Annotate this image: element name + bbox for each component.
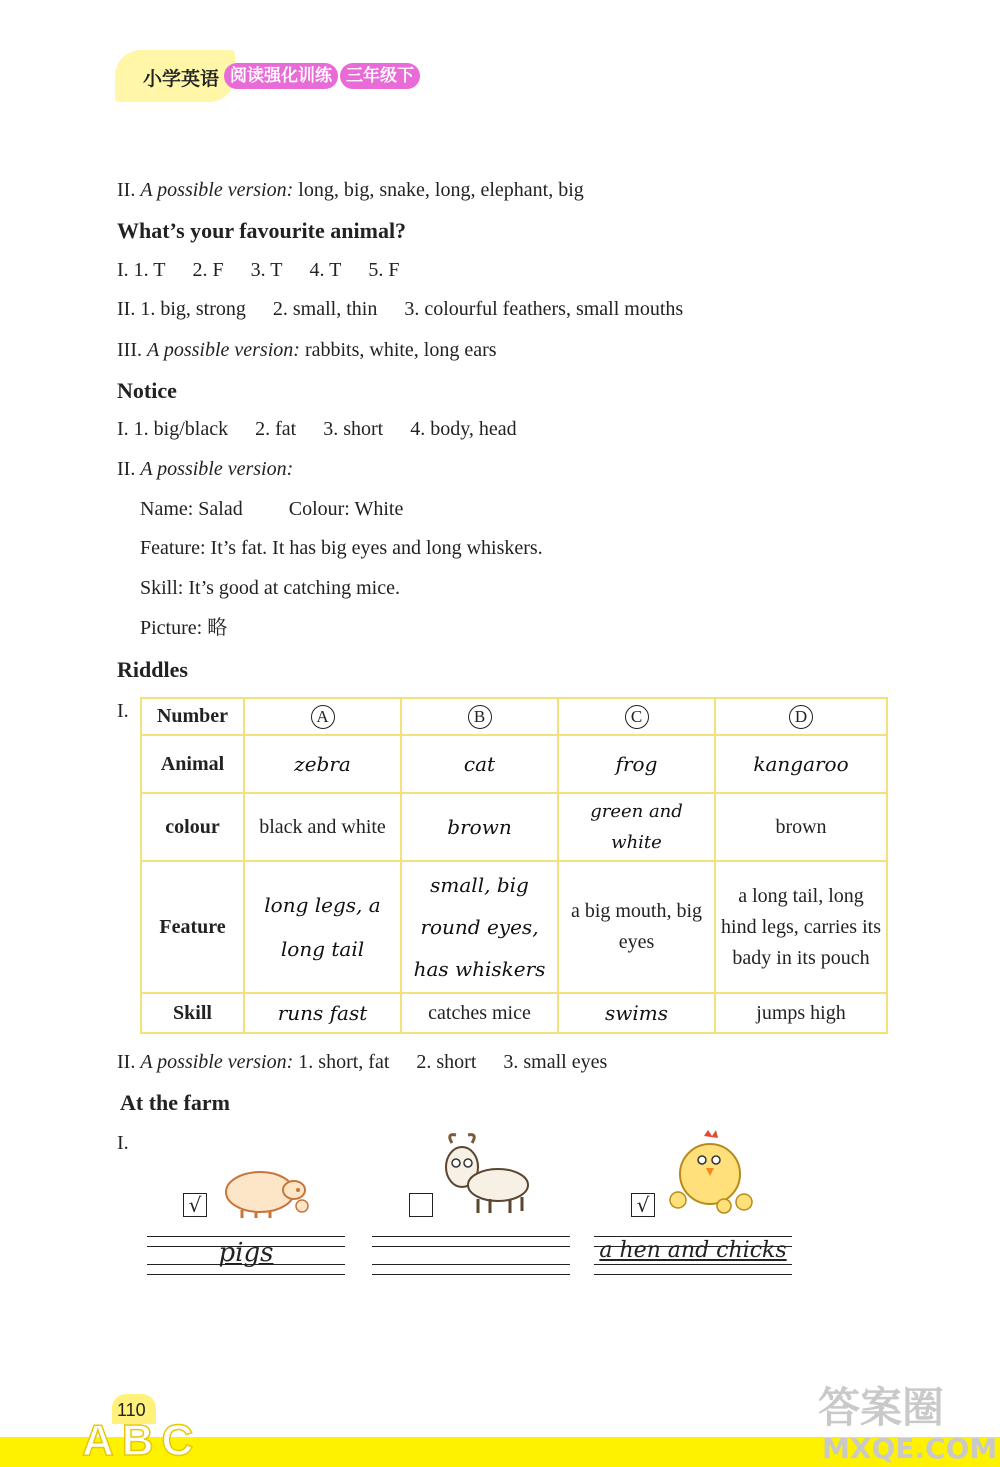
farm-part1-label: I. [117,1132,129,1154]
row-header: Animal [141,735,244,793]
table-cell: brown [715,793,887,861]
riddles-table [140,697,888,1034]
table-cell: swims [558,993,715,1033]
version-label: A possible version: [140,179,294,201]
footer-abc-logo: ABC [82,1416,202,1465]
table-cell: black and white [244,793,401,861]
section-title-favourite: What’s your favourite animal? [117,218,407,243]
table-cell: catches mice [401,993,558,1033]
section-title-farm: At the farm [120,1090,230,1115]
row-header: Skill [141,993,244,1033]
hen-answer-lines [594,1236,792,1276]
hen-chicks-illustration [664,1130,760,1216]
book-title-badge: 阅读强化训练 [224,63,338,89]
number-cell: A [244,698,401,735]
row-header: colour [141,793,244,861]
section-title-riddles: Riddles [117,657,188,682]
hen-checkbox[interactable]: √ [631,1193,655,1217]
page-number: 110 [117,1400,146,1420]
grade-badge: 三年级下 [340,63,420,89]
section-title-notice: Notice [117,378,177,403]
watermark-url: MXQE.COM [822,1432,998,1465]
table-cell: long legs, a long tail [244,861,401,993]
table-cell: small, big round eyes, has whiskers [401,861,558,993]
row-header: Number [141,698,244,735]
riddles-part2: II. A possible version: 1. short, fat 2. short 3. small eyes [117,1051,608,1073]
series-title: 小学英语 [143,68,220,90]
table-cell: zebra [244,735,401,793]
table-cell: green and white [558,793,715,861]
table-cell: brown [401,793,558,861]
table-cell: a big mouth, big eyes [558,861,715,993]
number-cell: C [558,698,715,735]
hen-answer: a hen and chicks [599,1238,787,1263]
notice-picture: Picture: 略 [140,617,228,639]
table-cell: kangaroo [715,735,887,793]
notice-feature: Feature: It’s fat. It has big eyes and long whiskers. [140,537,543,559]
part-label: II. [117,179,136,201]
goat-illustration [438,1133,538,1217]
notice-skill: Skill: It’s good at catching mice. [140,577,400,599]
number-cell: D [715,698,887,735]
pig-checkbox[interactable]: √ [183,1193,207,1217]
favourite-part3: III. A possible version: rabbits, white, long ears [117,339,497,361]
table-cell: jumps high [715,993,887,1033]
goat-checkbox[interactable] [409,1193,433,1217]
watermark-logo: 答案圈 [818,1383,945,1432]
table-cell: cat [401,735,558,793]
table-row [141,993,887,1033]
goat-answer-lines [372,1236,570,1276]
table-row [141,793,887,861]
number-cell: B [401,698,558,735]
table-row [141,735,887,793]
table-row [141,861,887,993]
answer-text: long, big, snake, long, elephant, big [298,179,584,201]
favourite-part1: I. 1. T 2. F 3. T 4. T 5. F [117,259,400,281]
table-cell: frog [558,735,715,793]
notice-name-colour: Name: Salad Colour: White [140,498,404,520]
table-row [141,698,887,735]
intro-line [117,177,584,203]
riddles-part1-label: I. [117,700,129,722]
notice-part1: I. 1. big/black 2. fat 3. short 4. body, head [117,418,517,440]
pig-answer-lines [147,1236,345,1276]
table-cell: runs fast [244,993,401,1033]
pig-answer: pigs [218,1238,274,1268]
notice-part2: II. A possible version: [117,458,294,480]
table-cell: a long tail, long hind legs, carries its bady in its pouch [715,861,887,993]
row-header: Feature [141,861,244,993]
pig-illustration [212,1160,312,1220]
favourite-part2: II. 1. big, strong 2. small, thin 3. colourful feathers, small mouths [117,298,684,320]
